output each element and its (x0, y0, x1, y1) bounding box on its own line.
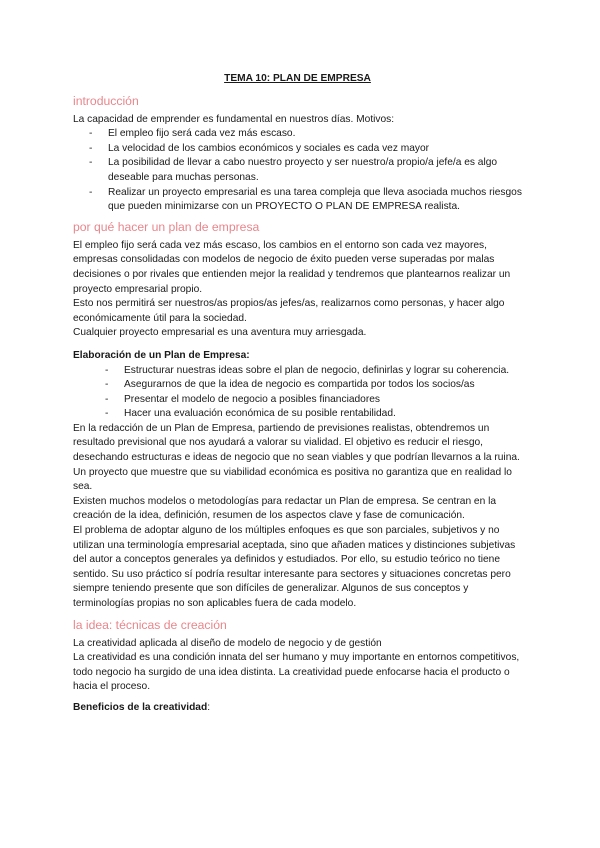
list-item: - Hacer una evaluación económica de su posible rentabilidad. (124, 407, 522, 422)
paragraph: Cualquier proyecto empresarial es una aventura muy arriesgada. (73, 327, 367, 339)
motivos-list (73, 127, 522, 215)
intro-paragraph: La capacidad de emprender es fundamental en nuestros días. Motivos: (73, 113, 395, 125)
paragraph: La creatividad aplicada al diseño de modelo de negocio y de gestión (73, 637, 382, 649)
section-heading-introduccion: introducción (73, 93, 139, 108)
list-item: - La posibilidad de llevar a cabo nuestro proyecto y ser nuestro/a propio/a jefe/a es algo deseable para muchas personas. (108, 156, 522, 185)
list-item: - Presentar el modelo de negocio a posibles financiadores (124, 393, 522, 408)
list-item: - Estructurar nuestras ideas sobre el plan de negocio, definirlas y lograr su coherencia. (124, 364, 522, 379)
list-item: - Realizar un proyecto empresarial es una tarea compleja que lleva asociada muchos riesgos que pueden minimizarse con un PROYECTO O PLAN DE EMPRESA realista. (108, 186, 522, 215)
document-title: TEMA 10: PLAN DE EMPRESA (224, 73, 371, 84)
subheading-beneficios (73, 701, 522, 716)
list-item: - El empleo fijo será cada vez más escaso. (108, 127, 522, 142)
paragraph: En la redacción de un Plan de Empresa, partiendo de previsiones realistas, obtendremos un resultado previsional que nos ayudará a valorar su vialidad. El objetivo es reducir el riesgo, desechando estructuras e ideas de negocio que no sean viables y que podrían llevarnos a la ruina. Un proyecto que muestre que su viabilidad económica es positiva no garantiza que en realidad lo sea. (73, 422, 520, 493)
paragraph: Existen muchos modelos o metodologías para redactar un Plan de empresa. Se centran en la creación de la idea, definición, resumen de los aspectos clave y fase de comunicación. (73, 495, 497, 522)
list-item: - Asegurarnos de que la idea de negocio es compartida por todos los socios/as (124, 378, 522, 393)
paragraph: La creatividad es una condición innata del ser humano y muy importante en entornos competitivos, todo negocio ha surgido de una idea distinta. La creatividad puede enfocarse hacia el producto o hacia el proceso. (73, 652, 520, 693)
paragraph: El problema de adoptar alguno de los múltiples enfoques es que son parciales, subjetivos y no utilizan una terminología empresarial aceptada, sino que añaden matices y distinciones subjetivas del autor a conceptos generales ya definidos y estudiados. Por ello, su estudio teórico no tiene sentido. Su uso práctico sí podría resultar interesante para sectores y situaciones concretas pero siempre teniendo presente que son difíciles de generalizar. Algunos de sus conceptos y terminologías propias no son aplicables fuera de cada modelo. (73, 525, 516, 609)
elaboracion-list (73, 364, 522, 422)
subheading-colon: : (207, 701, 211, 713)
list-item: - La velocidad de los cambios económicos y sociales es cada vez mayor (108, 142, 522, 157)
section-heading-por-que: por qué hacer un plan de empresa (73, 219, 260, 234)
section-heading-la-idea: la idea: técnicas de creación (73, 617, 227, 632)
subheading-beneficios-text: Beneficios de la creatividad (73, 701, 208, 713)
paragraph: El empleo fijo será cada vez más escaso, los cambios en el entorno son cada vez mayores, empresas consolidadas con modelos de negocio de éxito pueden verse superadas por malas decisiones o por rivales que entienden mejor la realidad y tendremos que plantearnos realizar un proyecto empresarial propio. (73, 239, 511, 295)
subheading-elaboracion: Elaboración de un Plan de Empresa: (73, 349, 250, 361)
paragraph: Esto nos permitirá ser nuestros/as propios/as jefes/as, realizarnos como personas, y hacer algo económicamente útil para la sociedad. (73, 298, 505, 324)
